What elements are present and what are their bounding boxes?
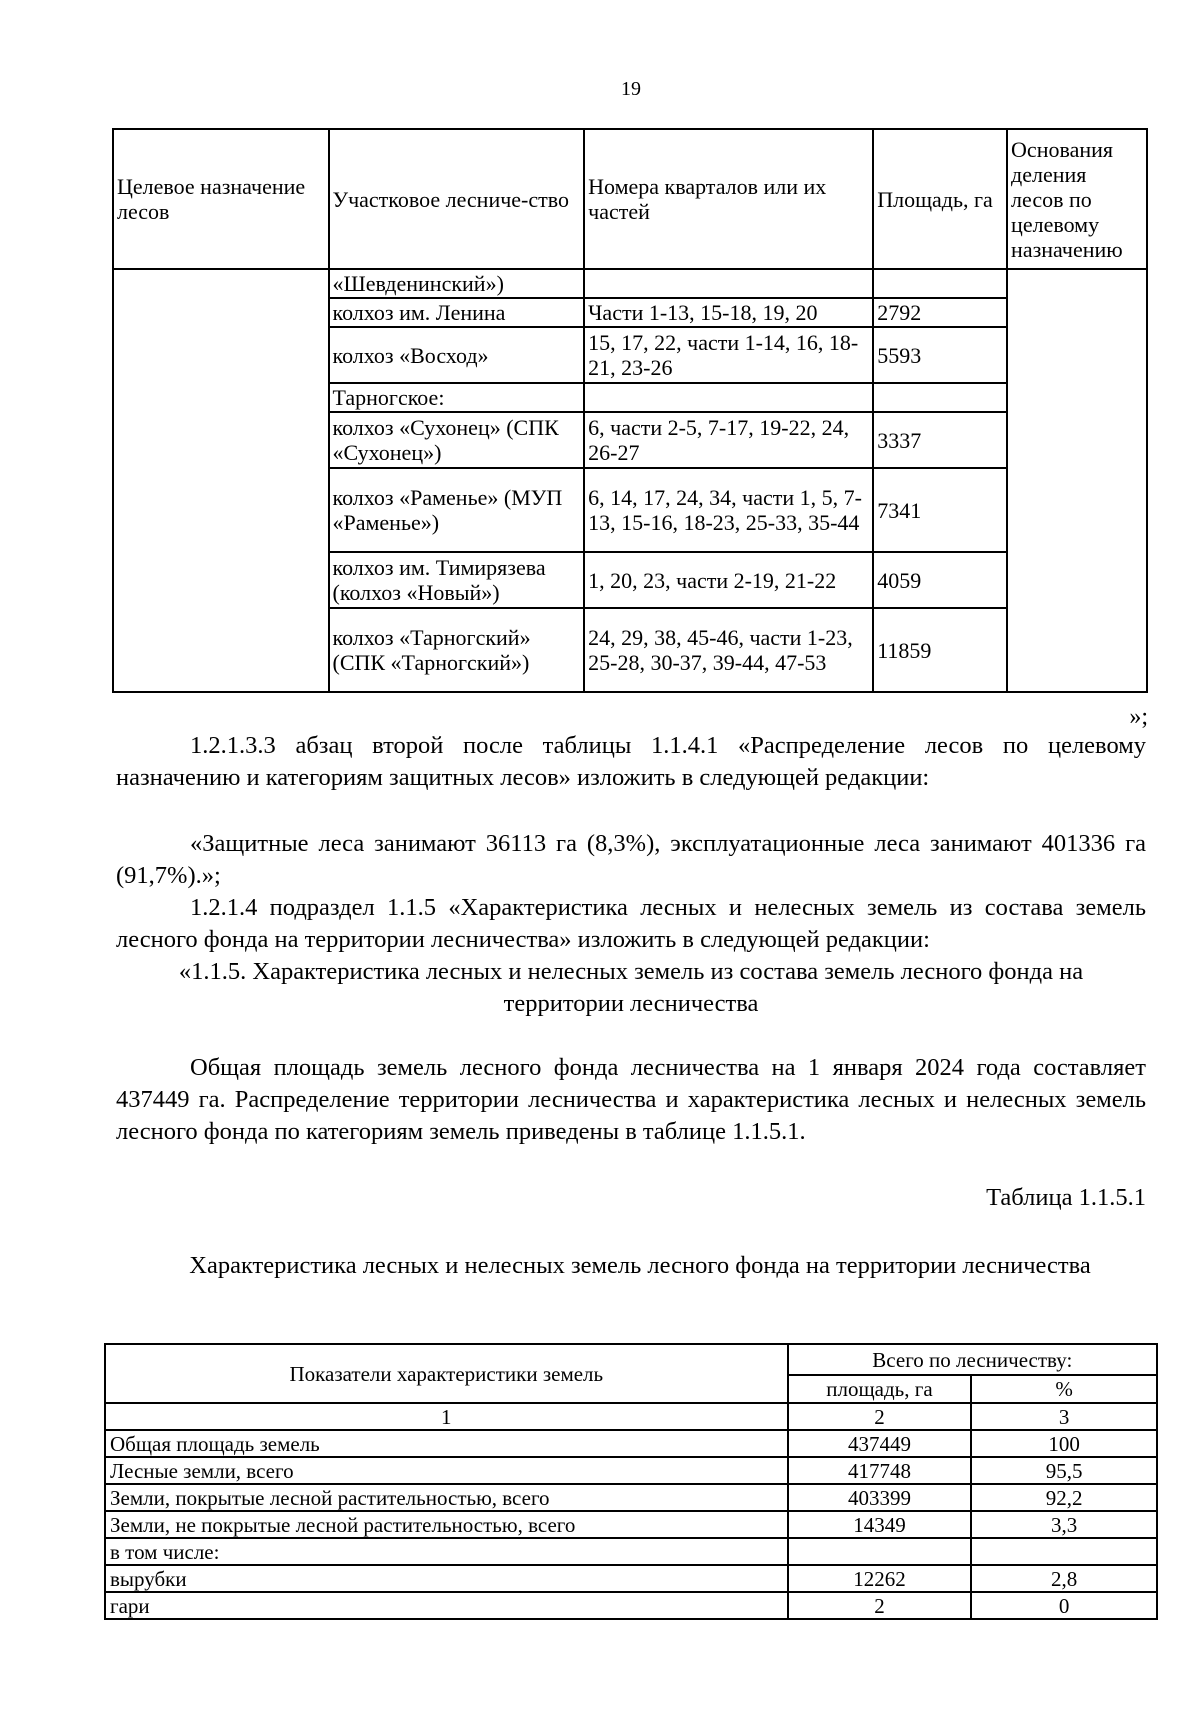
percent-cell: 92,2 bbox=[971, 1484, 1157, 1511]
table-row bbox=[105, 1592, 1157, 1619]
percent-cell: 2,8 bbox=[971, 1565, 1157, 1592]
paragraph-2: «Защитные леса занимают 36113 га (8,3%), эксплуатационные леса занимают 401336 га (91,7%).»; bbox=[116, 830, 1146, 889]
indicator-cell: Лесные земли, всего bbox=[105, 1457, 788, 1484]
table-row bbox=[105, 1538, 1157, 1565]
quarters-cell: 1, 20, 23, части 2-19, 21-22 bbox=[584, 552, 873, 608]
quarters-cell: 24, 29, 38, 45-46, части 1-23, 25-28, 30-37, 39-44, 47-53 bbox=[584, 608, 873, 692]
quote-end: »; bbox=[1129, 704, 1148, 730]
area-cell: 11859 bbox=[873, 608, 1007, 692]
table-header-row bbox=[105, 1344, 1157, 1375]
header-quarters: Номера кварталов или их частей bbox=[584, 129, 873, 269]
header-purpose: Целевое назначение лесов bbox=[113, 129, 329, 269]
header-district: Участковое лесниче-ство bbox=[329, 129, 585, 269]
area-cell: 3337 bbox=[873, 412, 1007, 468]
col-num: 2 bbox=[788, 1403, 972, 1430]
district-cell: колхоз «Восход» bbox=[329, 327, 585, 383]
header-area: площадь, га bbox=[788, 1375, 972, 1403]
header-basis: Основания деления лесов по целевому назначению bbox=[1007, 129, 1147, 269]
percent-cell: 0 bbox=[971, 1592, 1157, 1619]
area-cell: 2 bbox=[788, 1592, 972, 1619]
header-total: Всего по лесничеству: bbox=[788, 1344, 1157, 1375]
area-cell: 437449 bbox=[788, 1430, 972, 1457]
indicator-cell: в том числе: bbox=[105, 1538, 788, 1565]
quarters-cell: 15, 17, 22, части 1-14, 16, 18-21, 23-26 bbox=[584, 327, 873, 383]
percent-cell: 3,3 bbox=[971, 1511, 1157, 1538]
district-cell: колхоз «Тарногский» (СПК «Тарногский») bbox=[329, 608, 585, 692]
area-cell: 12262 bbox=[788, 1565, 972, 1592]
indicator-cell: Земли, не покрытые лесной растительностью, всего bbox=[105, 1511, 788, 1538]
paragraph-4: Общая площадь земель лесного фонда лесничества на 1 января 2024 года составляет 437449 га. Распределение территории лесничества и характеристика лесных и нелесных земель лесного фонда по категориям земель приведены в таблице 1.1.5.1. bbox=[116, 1054, 1146, 1145]
purpose-cell bbox=[113, 269, 329, 692]
table-row bbox=[105, 1430, 1157, 1457]
table-row bbox=[105, 1484, 1157, 1511]
area-cell bbox=[873, 269, 1007, 298]
header-percent: % bbox=[971, 1375, 1157, 1403]
area-cell: 4059 bbox=[873, 552, 1007, 608]
indicator-cell: Общая площадь земель bbox=[105, 1430, 788, 1457]
column-number-row bbox=[105, 1403, 1157, 1430]
basis-cell bbox=[1007, 269, 1147, 692]
district-cell: колхоз «Сухонец» (СПК «Сухонец») bbox=[329, 412, 585, 468]
district-cell: колхоз им. Тимирязева (колхоз «Новый») bbox=[329, 552, 585, 608]
area-cell bbox=[873, 383, 1007, 412]
quarters-cell: Части 1-13, 15-18, 19, 20 bbox=[584, 298, 873, 327]
district-cell: «Шевденинский») bbox=[329, 269, 585, 298]
area-cell: 5593 bbox=[873, 327, 1007, 383]
percent-cell bbox=[971, 1538, 1157, 1565]
indicator-cell: вырубки bbox=[105, 1565, 788, 1592]
paragraph-1: 1.2.1.3.3 абзац второй после таблицы 1.1.4.1 «Распределение лесов по целевому назначению и категориям защитных лесов» изложить в следующей редакции: bbox=[116, 732, 1146, 791]
col-num: 1 bbox=[105, 1403, 788, 1430]
col-num: 3 bbox=[971, 1403, 1157, 1430]
header-area: Площадь, га bbox=[873, 129, 1007, 269]
quarters-cell: 6, части 2-5, 7-17, 19-22, 24, 26-27 bbox=[584, 412, 873, 468]
table-row bbox=[105, 1511, 1157, 1538]
percent-cell: 95,5 bbox=[971, 1457, 1157, 1484]
area-cell: 7341 bbox=[873, 468, 1007, 552]
indicator-cell: Земли, покрытые лесной растительностью, всего bbox=[105, 1484, 788, 1511]
forest-purpose-table bbox=[112, 128, 1148, 693]
page-number: 19 bbox=[621, 78, 641, 100]
area-cell: 14349 bbox=[788, 1511, 972, 1538]
area-cell: 417748 bbox=[788, 1457, 972, 1484]
table-header-row bbox=[113, 129, 1147, 269]
percent-cell: 100 bbox=[971, 1430, 1157, 1457]
indicator-cell: гари bbox=[105, 1592, 788, 1619]
district-cell: Тарногское: bbox=[329, 383, 585, 412]
district-cell: колхоз «Раменье» (МУП «Раменье») bbox=[329, 468, 585, 552]
table-row bbox=[113, 269, 1147, 298]
header-indicators: Показатели характеристики земель bbox=[105, 1344, 788, 1403]
land-characteristics-table bbox=[104, 1343, 1158, 1620]
table-row bbox=[105, 1457, 1157, 1484]
quarters-cell bbox=[584, 269, 873, 298]
table-label: Таблица 1.1.5.1 bbox=[986, 1184, 1146, 1211]
section-heading: «1.1.5. Характеристика лесных и нелесных земель из состава земель лесного фонда на территории лесничества bbox=[178, 958, 1084, 1017]
paragraph-3: 1.2.1.4 подраздел 1.1.5 «Характеристика лесных и нелесных земель из состава земель лесного фонда на территории лесничества» изложить в следующей редакции: bbox=[116, 894, 1146, 953]
table-title: Характеристика лесных и нелесных земель лесного фонда на территории лесничества bbox=[189, 1252, 1091, 1279]
quarters-cell: 6, 14, 17, 24, 34, части 1, 5, 7-13, 15-16, 18-23, 25-33, 35-44 bbox=[584, 468, 873, 552]
area-cell: 403399 bbox=[788, 1484, 972, 1511]
area-cell bbox=[788, 1538, 972, 1565]
quarters-cell bbox=[584, 383, 873, 412]
table-row bbox=[105, 1565, 1157, 1592]
area-cell: 2792 bbox=[873, 298, 1007, 327]
district-cell: колхоз им. Ленина bbox=[329, 298, 585, 327]
